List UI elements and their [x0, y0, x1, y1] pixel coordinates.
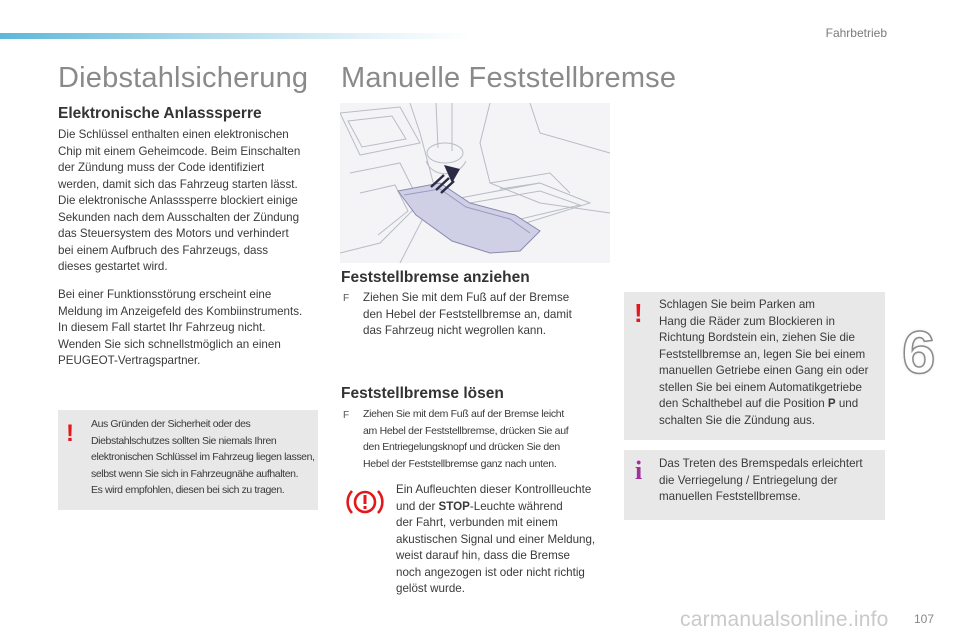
text-line: die Verriegelung / Entriegelung der	[659, 473, 838, 487]
info-text-pedal	[659, 456, 863, 506]
bullet-marker: F	[343, 410, 350, 421]
text-line: weist darauf hin, dass die Bremse	[396, 549, 570, 562]
warning-box-key	[58, 410, 318, 510]
text-line: manuellen Getriebe einen Gang ein oder	[659, 364, 869, 377]
info-box-pedal	[624, 450, 885, 520]
page-title-middle: Manuelle Feststellbremse	[341, 62, 677, 94]
text-line: Ziehen Sie mit dem Fuß auf der Bremse	[363, 291, 570, 304]
warning-text-parking	[659, 297, 868, 429]
text-line: Das Treten des Bremspedals erleichtert	[659, 457, 863, 470]
text-line: Diebstahlschutzes sollten Sie niemals Ihren	[91, 434, 277, 447]
parking-brake-illustration	[340, 103, 610, 263]
text-line: den Hebel der Feststellbremse an, damit	[363, 307, 572, 321]
text-line: elektronischen Schlüssel im Fahrzeug liegen lassen,	[91, 451, 315, 463]
text-line: Feststellbremse an, legen Sie bei einem	[659, 347, 866, 361]
warning-text-key	[91, 416, 315, 499]
text-line: Hebel der Feststellbremse ganz nach unten.	[363, 457, 557, 470]
text-fragment: und	[835, 397, 859, 410]
text-line: noch angezogen ist oder nicht richtig	[396, 565, 585, 579]
text-line: Hang die Räder zum Blockieren in	[659, 314, 835, 328]
text-line: schalten Sie die Zündung aus.	[659, 413, 815, 427]
text-line: Die elektronische Anlasssperre blockiert einige	[58, 194, 298, 207]
text-line: In diesem Fall startet Ihr Fahrzeug nicht.	[58, 321, 266, 334]
text-fragment: -Leuchte während	[469, 499, 563, 513]
lamp-warning-text	[396, 482, 595, 598]
watermark: carmanualsonline.info	[680, 608, 889, 631]
text-line: den Entriegelungsknopf und drücken Sie den	[363, 441, 560, 453]
text-line: Aus Gründen der Sicherheit oder des	[91, 418, 251, 430]
text-line: Ein Aufleuchten dieser Kontrollleuchte	[396, 483, 592, 496]
heading-apply-brake: Feststellbremse anziehen	[341, 269, 530, 286]
text-line: manuellen Feststellbremse.	[659, 490, 801, 503]
text-line: Meldung im Anzeigefeld des Kombiinstruments.	[58, 304, 303, 318]
text-line: dieses gestartet wird.	[58, 260, 168, 273]
text-line: Sekunden nach dem Ausschalten der Zündung	[58, 210, 300, 224]
text-line: Die Schlüssel enthalten einen elektronischen	[58, 128, 289, 141]
info-icon: i	[635, 456, 643, 485]
heading-release-brake: Feststellbremse lösen	[341, 385, 504, 402]
section-label: Fahrbetrieb	[825, 26, 887, 40]
text-line: Ziehen Sie mit dem Fuß auf der Bremse leicht	[363, 408, 564, 420]
exclamation-icon: !	[634, 298, 643, 328]
text-line: akustischen Signal und einer Meldung,	[396, 532, 596, 546]
text-line: stellen Sie bei einem Automatikgetriebe	[659, 380, 863, 394]
handbrake-drawing	[340, 103, 610, 263]
paragraph-chip	[58, 127, 300, 276]
page-title-left: Diebstahlsicherung	[58, 62, 309, 94]
text-line: Richtung Bordstein ein, ziehen Sie die	[659, 331, 855, 344]
brake-warning-lamp-icon	[344, 485, 386, 519]
exclamation-icon: !	[66, 420, 74, 447]
text-line: das Steuersystem des Motors und verhindert	[58, 227, 289, 240]
text-line: selbst wenn Sie sich in Fahrzeugnähe aufhalten.	[91, 467, 299, 480]
text-line: Schlagen Sie beim Parken am	[659, 298, 815, 311]
text-line	[396, 499, 595, 516]
bullet-marker: F	[343, 293, 350, 304]
stop-label: STOP	[438, 499, 470, 513]
text-line: Es wird empfohlen, diesen bei sich zu tragen.	[91, 484, 285, 496]
gear-position-p: P	[827, 397, 836, 410]
text-line: am Hebel der Feststellbremse, drücken Sie auf	[363, 424, 569, 437]
release-brake-text	[363, 406, 568, 472]
page-number: 107	[914, 612, 935, 626]
text-line: der Fahrt, verbunden mit einem	[396, 516, 558, 529]
text-fragment: und der	[396, 499, 439, 513]
chapter-number: 6	[902, 319, 936, 386]
warning-box-parking	[624, 292, 885, 440]
text-line: bei einem Aufbruch des Fahrzeugs, dass	[58, 243, 269, 257]
top-accent-bar	[0, 33, 470, 39]
text-fragment: den Schalthebel auf die Position	[659, 397, 828, 410]
text-line: PEUGEOT-Vertragspartner.	[58, 354, 201, 367]
paragraph-malfunction	[58, 287, 302, 370]
text-line: der Zündung muss der Code identifiziert	[58, 161, 265, 174]
apply-brake-text	[363, 290, 572, 340]
text-line	[659, 396, 868, 413]
subtitle-anlasssperre: Elektronische Anlasssperre	[58, 105, 262, 122]
text-line: Bei einer Funktionsstörung erscheint eine	[58, 288, 272, 301]
text-line: Chip mit einem Geheimcode. Beim Einschalten	[58, 144, 301, 158]
text-line: das Fahrzeug nicht wegrollen kann.	[363, 324, 547, 337]
text-line: Wenden Sie sich schnellstmöglich an einen	[58, 337, 281, 351]
text-line: gelöst wurde.	[396, 582, 465, 595]
text-line: werden, damit sich das Fahrzeug starten lässt.	[58, 177, 298, 191]
